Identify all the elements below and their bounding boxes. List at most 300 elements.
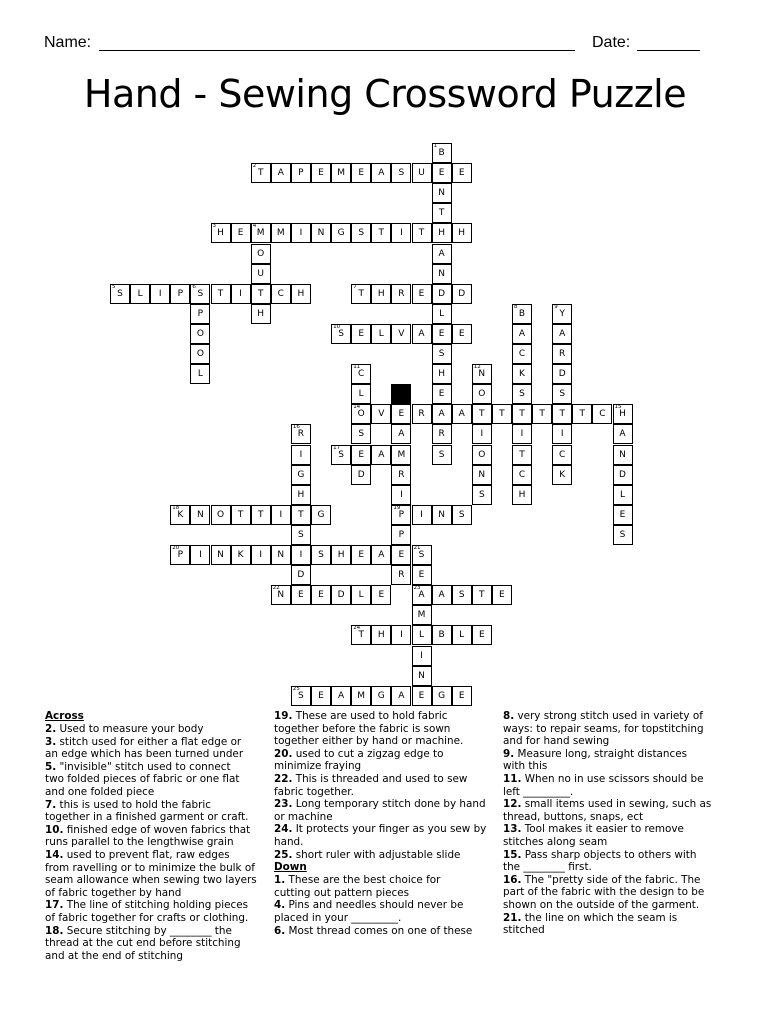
grid-cell[interactable] — [472, 384, 492, 404]
cell-letter: N — [277, 590, 285, 601]
grid-cell[interactable] — [391, 525, 411, 545]
grid-cell[interactable] — [170, 284, 190, 304]
clues-column-1 — [45, 710, 260, 962]
grid-cell[interactable] — [432, 585, 452, 605]
clue-text: These are used to hold fabric — [292, 710, 448, 722]
grid-cell[interactable] — [613, 505, 633, 525]
grid-cell[interactable] — [512, 404, 532, 424]
grid-cell[interactable] — [512, 304, 532, 324]
grid-cell[interactable] — [391, 404, 411, 424]
grid-cell[interactable] — [412, 505, 432, 525]
cell-letter: M — [397, 449, 406, 460]
grid-cell[interactable] — [432, 183, 452, 203]
cell-letter: I — [480, 429, 484, 440]
cell-letter: H — [518, 489, 526, 500]
clue-number: 20 — [172, 545, 180, 551]
clue-text: the ________ first. — [503, 861, 592, 874]
grid-cell[interactable] — [331, 163, 351, 183]
grid-cell[interactable] — [391, 284, 411, 304]
cell-letter: T — [479, 590, 485, 601]
grid-cell[interactable] — [351, 686, 371, 706]
grid-cell[interactable] — [412, 163, 432, 183]
grid-cell[interactable] — [452, 686, 472, 706]
cell-letter: N — [478, 469, 486, 480]
grid-cell[interactable] — [211, 223, 231, 243]
grid-cell[interactable] — [613, 485, 633, 505]
grid-cell[interactable] — [391, 424, 411, 444]
grid-cell[interactable] — [552, 445, 572, 465]
grid-cell[interactable] — [391, 485, 411, 505]
grid-cell[interactable] — [412, 585, 432, 605]
grid-cell[interactable] — [432, 143, 452, 163]
grid-cell[interactable] — [592, 404, 612, 424]
grid-cell[interactable] — [291, 686, 311, 706]
grid-cell[interactable] — [351, 284, 371, 304]
grid-cell[interactable] — [371, 223, 391, 243]
grid-cell[interactable] — [331, 545, 351, 565]
clue-item — [45, 899, 260, 924]
grid-cell[interactable] — [452, 404, 472, 424]
clue-text: together either by hand or machine. — [274, 735, 464, 748]
grid-cell[interactable] — [391, 445, 411, 465]
grid-cell[interactable] — [472, 424, 492, 444]
cell-letter: N — [197, 509, 204, 520]
grid-cell[interactable] — [492, 585, 512, 605]
clue-number: 5. — [45, 760, 57, 773]
grid-cell[interactable] — [311, 505, 331, 525]
grid-cell[interactable] — [432, 505, 452, 525]
grid-cell[interactable] — [512, 324, 532, 344]
grid-cell[interactable] — [452, 163, 472, 183]
cell-letter: N — [619, 449, 626, 460]
grid-cell[interactable] — [412, 404, 432, 424]
clue-item — [45, 723, 260, 736]
grid-cell[interactable] — [170, 505, 190, 525]
clue-text: fabric together. — [274, 785, 354, 798]
clue-text: Pins and needles should never be — [285, 899, 464, 912]
cell-letter: V — [398, 328, 405, 339]
clue-text: Used to measure your body — [56, 723, 204, 735]
grid-cell[interactable] — [412, 686, 432, 706]
cell-letter: E — [458, 690, 465, 701]
grid-cell[interactable] — [512, 344, 532, 364]
cell-letter: H — [458, 228, 466, 239]
cell-letter: E — [499, 590, 505, 601]
grid-cell[interactable] — [231, 505, 251, 525]
cell-letter: I — [400, 630, 403, 641]
grid-cell[interactable] — [412, 625, 432, 645]
grid-cell[interactable] — [331, 686, 351, 706]
cell-letter: R — [418, 409, 425, 420]
grid-cell[interactable] — [291, 505, 311, 525]
grid-cell[interactable] — [492, 404, 512, 424]
cell-letter: O — [196, 328, 204, 339]
grid-cell[interactable] — [351, 324, 371, 344]
cell-letter: T — [378, 228, 385, 239]
grid-cell[interactable] — [331, 445, 351, 465]
grid-cell[interactable] — [130, 284, 150, 304]
clue-number: 20. — [274, 747, 293, 760]
grid-cell[interactable] — [432, 404, 452, 424]
cell-letter: P — [177, 550, 184, 560]
cell-letter: I — [199, 550, 202, 560]
grid-cell[interactable] — [371, 284, 391, 304]
grid-cell[interactable] — [432, 344, 452, 364]
clue-number: 14 — [353, 404, 361, 411]
clue-number: 21 — [413, 545, 421, 551]
grid-cell[interactable] — [251, 163, 271, 183]
grid-cell[interactable] — [190, 505, 210, 525]
grid-cell[interactable] — [391, 625, 411, 645]
clue-number: 24 — [353, 625, 361, 632]
clue-item — [45, 761, 260, 799]
clue-number: 12. — [503, 798, 522, 811]
grid-cell[interactable] — [552, 364, 572, 384]
grid-cell[interactable] — [371, 545, 391, 565]
grid-cell[interactable] — [211, 284, 231, 304]
cell-letter: S — [298, 529, 304, 540]
cell-letter: E — [418, 570, 425, 581]
cell-letter: D — [357, 469, 365, 480]
grid-cell[interactable] — [291, 485, 311, 505]
grid-cell[interactable] — [231, 284, 251, 304]
cell-letter: T — [499, 409, 505, 420]
grid-cell[interactable] — [552, 384, 572, 404]
cell-letter: N — [277, 550, 285, 560]
grid-cell[interactable] — [472, 364, 492, 384]
grid-cell[interactable] — [110, 284, 130, 304]
cell-letter: D — [297, 570, 305, 581]
grid-cell[interactable] — [190, 304, 210, 324]
grid-cell[interactable] — [613, 525, 633, 545]
grid-cell[interactable] — [190, 344, 210, 364]
clue-item — [503, 912, 723, 937]
cell-letter: C — [518, 469, 526, 480]
grid-cell[interactable] — [613, 404, 633, 424]
clue-number: 8 — [514, 303, 518, 310]
grid-cell[interactable] — [271, 585, 291, 605]
clue-text: Measure long, straight distances — [514, 747, 687, 760]
grid-cell[interactable] — [351, 163, 371, 183]
grid-cell[interactable] — [412, 223, 432, 243]
grid-cell[interactable] — [291, 465, 311, 485]
grid-cell[interactable] — [351, 364, 371, 384]
grid-cell[interactable] — [311, 545, 331, 565]
cell-letter: A — [378, 168, 385, 179]
grid-cell[interactable] — [211, 545, 231, 565]
grid-cell[interactable] — [371, 625, 391, 645]
grid-cell[interactable] — [190, 545, 210, 565]
cell-letter: A — [458, 409, 465, 420]
grid-cell[interactable] — [291, 163, 311, 183]
grid-cell[interactable] — [432, 364, 452, 384]
cell-letter: H — [438, 228, 445, 239]
cell-letter: G — [377, 690, 385, 701]
grid-cell[interactable] — [512, 485, 532, 505]
cell-letter: T — [358, 630, 364, 641]
grid-cell[interactable] — [251, 264, 271, 284]
grid-cell[interactable] — [170, 545, 190, 565]
cell-letter: O — [216, 509, 225, 520]
clue-text: Pass sharp objects to others with — [521, 848, 697, 861]
cell-letter: E — [438, 389, 445, 400]
grid-cell[interactable] — [351, 223, 371, 243]
grid-cell[interactable] — [432, 264, 452, 284]
cell-letter: N — [438, 509, 445, 520]
cell-letter: C — [599, 409, 606, 420]
grid-cell[interactable] — [331, 585, 351, 605]
cell-letter: I — [400, 489, 403, 500]
grid-cell[interactable] — [351, 445, 371, 465]
cell-letter: T — [257, 168, 264, 179]
grid-cell[interactable] — [432, 424, 452, 444]
grid-cell[interactable] — [432, 223, 452, 243]
grid-cell[interactable] — [211, 505, 231, 525]
grid-cell[interactable] — [371, 445, 391, 465]
cell-letter: E — [398, 409, 405, 420]
grid-cell[interactable] — [432, 445, 452, 465]
cell-letter: M — [276, 228, 285, 239]
grid-cell[interactable] — [371, 404, 391, 424]
cell-letter: T — [579, 409, 586, 420]
grid-cell[interactable] — [251, 545, 271, 565]
grid-cell[interactable] — [412, 646, 432, 666]
grid-cell[interactable] — [512, 424, 532, 444]
grid-cell[interactable] — [271, 163, 291, 183]
grid-cell[interactable] — [351, 384, 371, 404]
cell-letter: E — [237, 228, 244, 239]
cell-letter: P — [398, 509, 405, 520]
grid-cell[interactable] — [371, 585, 391, 605]
grid-cell[interactable] — [452, 284, 472, 304]
grid-cell[interactable] — [311, 686, 331, 706]
clue-text: Long temporary stitch done by hand — [292, 798, 486, 811]
grid-cell[interactable] — [351, 424, 371, 444]
grid-cell[interactable] — [371, 163, 391, 183]
grid-cell[interactable] — [552, 324, 572, 344]
grid-cell[interactable] — [291, 445, 311, 465]
cell-letter: M — [256, 228, 265, 239]
grid-cell[interactable] — [452, 324, 472, 344]
grid-cell[interactable] — [391, 223, 411, 243]
clue-text: minimize fraying — [274, 760, 362, 773]
grid-cell[interactable] — [472, 465, 492, 485]
clue-number: 22 — [272, 585, 280, 592]
clue-text: and one folded piece — [45, 785, 155, 798]
clue-text: of fabric together by hand — [45, 886, 182, 899]
clue-text: used to cut a zigzag edge to — [292, 747, 444, 760]
grid-cell[interactable] — [351, 545, 371, 565]
clue-text: this is used to hold the fabric — [56, 798, 211, 811]
grid-cell[interactable] — [291, 424, 311, 444]
clue-item — [45, 925, 260, 963]
clues-column-2 — [274, 710, 494, 937]
grid-cell[interactable] — [613, 424, 633, 444]
grid-cell[interactable] — [311, 585, 331, 605]
grid-cell[interactable] — [432, 625, 452, 645]
cell-letter: L — [418, 630, 424, 641]
cell-letter: D — [438, 288, 446, 299]
grid-cell[interactable] — [271, 505, 291, 525]
grid-cell[interactable] — [251, 284, 271, 304]
grid-cell[interactable] — [472, 625, 492, 645]
grid-cell[interactable] — [371, 324, 391, 344]
clue-number: 17 — [333, 444, 341, 451]
clue-text: or machine — [274, 810, 333, 823]
grid-cell[interactable] — [291, 525, 311, 545]
grid-cell[interactable] — [613, 465, 633, 485]
grid-cell[interactable] — [391, 465, 411, 485]
grid-cell[interactable] — [190, 284, 210, 304]
grid-cell[interactable] — [452, 585, 472, 605]
cell-letter: H — [257, 308, 265, 319]
grid-cell[interactable] — [412, 605, 432, 625]
cell-letter: B — [518, 308, 526, 319]
clue-item — [503, 823, 723, 848]
grid-cell[interactable] — [613, 445, 633, 465]
grid-cell[interactable] — [432, 324, 452, 344]
cell-letter: L — [358, 389, 364, 400]
grid-cell[interactable] — [231, 223, 251, 243]
grid-cell[interactable] — [291, 585, 311, 605]
cell-letter: S — [438, 449, 445, 460]
grid-cell[interactable] — [432, 163, 452, 183]
grid-cell[interactable] — [351, 404, 371, 424]
cell-letter: S — [458, 590, 465, 601]
grid-cell[interactable] — [532, 404, 552, 424]
grid-cell[interactable] — [190, 364, 210, 384]
grid-cell[interactable] — [291, 284, 311, 304]
grid-cell[interactable] — [351, 625, 371, 645]
grid-cell[interactable] — [251, 505, 271, 525]
grid-cell[interactable] — [251, 223, 271, 243]
grid-cell[interactable] — [251, 304, 271, 324]
clue-item — [274, 899, 494, 924]
cell-letter: S — [338, 328, 344, 339]
grid-cell[interactable] — [472, 485, 492, 505]
grid-cell[interactable] — [452, 625, 472, 645]
grid-cell[interactable] — [291, 565, 311, 585]
grid-cell[interactable] — [412, 545, 432, 565]
grid-cell[interactable] — [512, 364, 532, 384]
grid-cell[interactable] — [412, 565, 432, 585]
clue-number: 23 — [413, 585, 421, 592]
grid-cell[interactable] — [371, 686, 391, 706]
grid-cell[interactable] — [351, 465, 371, 485]
clue-text: stitch used for either a flat edge or — [56, 735, 242, 748]
grid-cell[interactable] — [231, 545, 251, 565]
grid-cell[interactable] — [311, 223, 331, 243]
grid-cell[interactable] — [190, 324, 210, 344]
grid-cell[interactable] — [472, 404, 492, 424]
grid-cell[interactable] — [391, 686, 411, 706]
clue-number: 1 — [433, 143, 438, 149]
cell-letter: U — [257, 268, 264, 279]
grid-cell[interactable] — [452, 223, 472, 243]
grid-cell[interactable] — [391, 324, 411, 344]
grid-cell[interactable] — [512, 445, 532, 465]
cell-letter: I — [259, 550, 263, 560]
clue-item — [45, 736, 260, 761]
cell-letter: K — [237, 550, 244, 560]
grid-cell[interactable] — [432, 686, 452, 706]
grid-cell[interactable] — [572, 404, 592, 424]
grid-cell[interactable] — [432, 244, 452, 264]
grid-cell[interactable] — [412, 666, 432, 686]
cell-letter: T — [257, 509, 264, 520]
grid-cell[interactable] — [412, 324, 432, 344]
grid-cell[interactable] — [351, 585, 371, 605]
grid-cell[interactable] — [552, 344, 572, 364]
cell-letter: A — [418, 328, 425, 339]
grid-cell[interactable] — [412, 284, 432, 304]
cell-letter: G — [438, 690, 446, 701]
clue-number: 15 — [614, 404, 622, 411]
cell-letter: C — [559, 449, 566, 460]
grid-cell[interactable] — [251, 244, 271, 264]
grid-cell[interactable] — [271, 545, 291, 565]
grid-cell[interactable] — [271, 223, 291, 243]
grid-cell[interactable] — [432, 284, 452, 304]
clues-column-3 — [503, 710, 723, 937]
grid-cell[interactable] — [391, 163, 411, 183]
grid-cell[interactable] — [291, 223, 311, 243]
grid-cell[interactable] — [552, 404, 572, 424]
grid-cell[interactable] — [331, 223, 351, 243]
cell-letter: T — [217, 288, 224, 299]
clue-item — [503, 710, 723, 748]
cell-letter: T — [438, 208, 445, 219]
clue-text: thread at the cut end before stitching — [45, 937, 241, 950]
grid-cell[interactable] — [391, 565, 411, 585]
cell-letter: H — [619, 409, 626, 420]
grid-cell[interactable] — [150, 284, 170, 304]
grid-cell[interactable] — [391, 505, 411, 525]
grid-cell[interactable] — [311, 163, 331, 183]
grid-cell[interactable] — [512, 465, 532, 485]
clue-text: the line on which the seam is — [521, 911, 678, 924]
clue-number: 6 — [192, 283, 196, 290]
grid-cell[interactable] — [512, 384, 532, 404]
grid-cell[interactable] — [271, 284, 291, 304]
grid-cell[interactable] — [552, 424, 572, 444]
grid-cell[interactable] — [432, 384, 452, 404]
grid-cell[interactable] — [552, 304, 572, 324]
grid-cell[interactable] — [432, 304, 452, 324]
clue-text: placed in your _________. — [274, 911, 402, 924]
clue-text: ways: to repair seams, for topstitching — [503, 722, 704, 735]
clue-number: 18 — [172, 504, 180, 511]
grid-cell[interactable] — [331, 324, 351, 344]
clue-number: 10 — [333, 323, 341, 330]
grid-cell[interactable] — [432, 203, 452, 223]
grid-cell[interactable] — [472, 445, 492, 465]
grid-cell[interactable] — [472, 585, 492, 605]
cell-letter: S — [298, 690, 304, 701]
down-heading: Down — [274, 861, 307, 874]
grid-cell[interactable] — [552, 465, 572, 485]
date-label: Date: — [592, 34, 631, 51]
clue-item — [274, 849, 494, 862]
cell-letter: M — [337, 168, 345, 179]
clue-text: two folded pieces of fabric or one flat — [45, 773, 240, 786]
grid-cell[interactable] — [291, 545, 311, 565]
cell-letter: O — [478, 449, 486, 460]
grid-cell[interactable] — [391, 545, 411, 565]
cell-letter: I — [420, 509, 423, 520]
grid-cell[interactable] — [452, 505, 472, 525]
clue-text: used to prevent flat, raw edges — [63, 848, 230, 861]
